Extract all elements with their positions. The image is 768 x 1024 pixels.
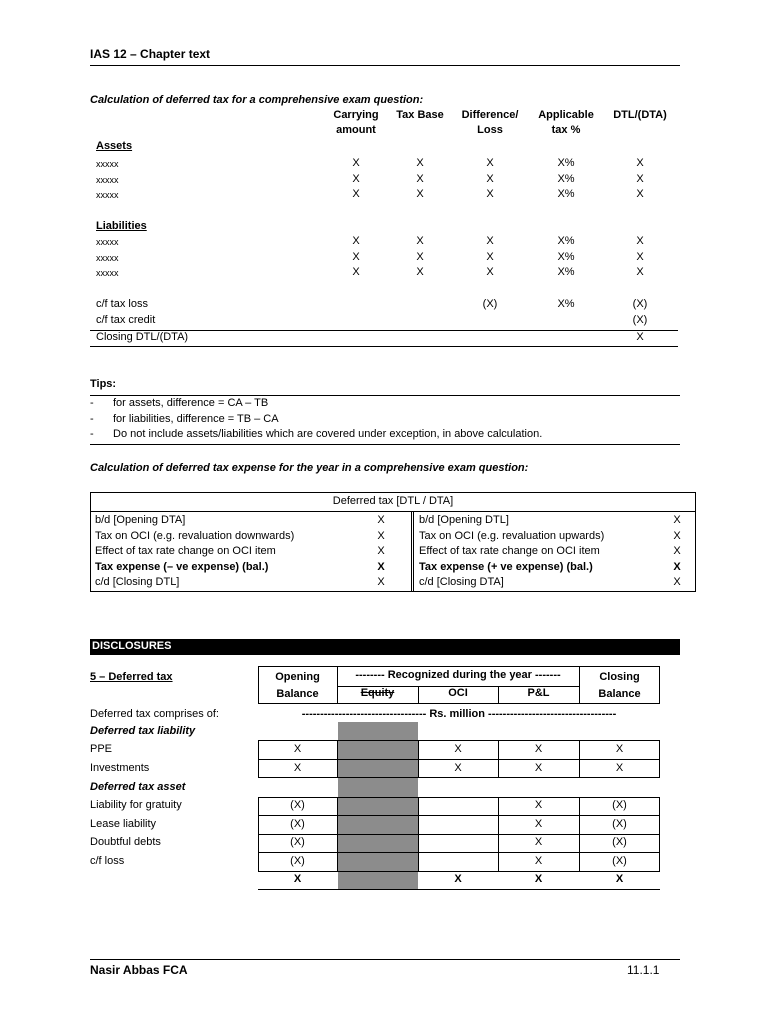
carrying-amount-value: X — [352, 172, 360, 185]
col-header-line: tax % — [551, 124, 581, 136]
tax-base-value: X — [416, 266, 424, 278]
grid-line — [337, 797, 338, 872]
ledger-divider — [411, 511, 412, 591]
banner-text: DISCLOSURES — [92, 640, 172, 652]
tip-text: for assets, difference = CA – TB — [113, 397, 269, 409]
equity-header: Equity — [360, 687, 395, 699]
section2-title: Calculation of deferred tax expense for the year in a comprehensive exam question: — [90, 462, 529, 474]
col-header-line: amount — [336, 124, 376, 136]
total-bottom-rule — [258, 889, 660, 890]
ledger-title: Deferred tax [DTL / DTA] — [332, 495, 454, 507]
rate-value: X% — [557, 157, 575, 169]
row-label: xxxxx — [96, 190, 119, 200]
row-label: Closing DTL/(DTA) — [96, 331, 189, 343]
pl-value: X — [534, 799, 543, 811]
grid-line — [337, 740, 338, 778]
unit-line: ---------------------------------- Rs. million ----------------------------------- — [301, 708, 617, 720]
closing-value: (X) — [612, 818, 627, 830]
dta-heading: Deferred tax asset — [90, 781, 186, 793]
tip-item — [90, 397, 680, 412]
difference-value: X — [486, 266, 494, 278]
header-line: Closing — [599, 671, 640, 683]
ledger-entry-label: Tax expense (– ve expense) (bal.) — [95, 560, 269, 573]
ledger-entry-value: X — [377, 545, 385, 557]
cf-tax-credit-row — [96, 314, 676, 329]
dtl-value: X — [636, 266, 644, 278]
dtl-value: X — [636, 172, 644, 185]
ledger-entry-label: Effect of tax rate change on OCI item — [95, 545, 276, 557]
dtl-value: X — [636, 188, 644, 200]
header-line: Balance — [598, 688, 641, 700]
calc-row — [96, 157, 676, 172]
col-header-line: Carrying — [333, 109, 379, 121]
ledger-entry-value: X — [673, 560, 681, 573]
opening-value: X — [293, 762, 302, 774]
ledger-title-rule — [91, 511, 695, 512]
calc-row — [96, 173, 676, 188]
pl-header: P&L — [527, 687, 550, 699]
tax-base-value: X — [416, 250, 424, 263]
ledger-entry — [419, 575, 693, 591]
assets-label: Assets — [96, 140, 133, 152]
opening-balance-header — [258, 669, 337, 703]
closing-dtl-row — [96, 331, 676, 346]
disclosures-banner — [90, 639, 680, 655]
closing-value: (X) — [612, 836, 627, 848]
difference-value: X — [486, 235, 494, 247]
page-header-title: IAS 12 – Chapter text — [90, 47, 211, 61]
ledger-entry-value: X — [673, 529, 681, 542]
ledger-entry-value: X — [673, 514, 681, 526]
closing-value: (X) — [612, 799, 627, 811]
opening-value: (X) — [290, 855, 305, 867]
footer-author: Nasir Abbas FCA — [90, 963, 188, 977]
opening-value: X — [293, 743, 302, 755]
ledger-entry — [419, 513, 693, 529]
carrying-amount-value: X — [352, 157, 360, 169]
ledger-entry — [419, 544, 693, 560]
dtl-value: (X) — [632, 298, 648, 310]
tax-base-value: X — [416, 235, 424, 247]
ledger-entry — [95, 575, 405, 591]
carrying-amount-value: X — [352, 188, 360, 200]
tip-bullet: - — [90, 397, 94, 409]
calc-row — [96, 235, 676, 250]
section1-title: Calculation of deferred tax for a comprehensive exam question: — [90, 94, 424, 106]
col-header-line: Difference/ — [461, 109, 519, 121]
dtl-value: X — [636, 250, 644, 263]
rate-value: X% — [557, 266, 575, 278]
ledger-entry-value: X — [377, 560, 385, 573]
col-header-line: Applicable — [538, 109, 594, 121]
ledger-entry-value: X — [673, 545, 681, 557]
footer-rule — [90, 959, 680, 960]
row-label: xxxxx — [96, 159, 119, 169]
total-opening: X — [293, 873, 302, 885]
opening-value: (X) — [290, 836, 305, 848]
col-header-line: DTL/(DTA) — [613, 109, 667, 121]
closing-value: (X) — [612, 855, 627, 867]
rate-value: X% — [557, 250, 575, 263]
header-line: Opening — [275, 671, 320, 683]
row-label: c/f tax loss — [96, 298, 148, 310]
pl-value: X — [534, 743, 543, 755]
recognized-during-year-header: -------- Recognized during the year ------- — [355, 669, 561, 681]
tip-text: for liabilities, difference = TB – CA — [113, 412, 279, 425]
cf-tax-loss-row — [96, 298, 676, 313]
ledger-entry-label: c/d [Closing DTL] — [95, 576, 180, 588]
carrying-amount-value: X — [352, 235, 360, 247]
dtl-heading: Deferred tax liability — [90, 725, 196, 737]
ledger-divider — [413, 511, 414, 591]
ledger-entry — [419, 560, 693, 576]
rate-value: X% — [557, 298, 575, 310]
col-header-line: Tax Base — [396, 109, 444, 121]
col-applicable-tax — [532, 108, 600, 138]
rate-value: X% — [557, 172, 575, 185]
comprises-label: Deferred tax comprises of: — [90, 708, 219, 720]
ledger-entry-label: Tax on OCI (e.g. revaluation upwards) — [419, 529, 605, 542]
ledger-entry-label: Tax on OCI (e.g. revaluation downwards) — [95, 529, 295, 542]
liabilities-label: Liabilities — [96, 220, 147, 232]
tips-title: Tips: — [90, 378, 117, 390]
grid-line — [258, 759, 660, 760]
ledger-entry — [419, 529, 693, 545]
pl-value: X — [534, 762, 543, 774]
oci-value: X — [454, 743, 462, 755]
difference-value: (X) — [482, 298, 498, 310]
calc-row — [96, 266, 676, 281]
dtl-value: X — [636, 157, 644, 169]
total-closing: X — [615, 873, 624, 885]
grid-line — [418, 797, 419, 872]
ledger-entry-value: X — [673, 576, 681, 588]
col-dtl-dta — [605, 108, 675, 123]
tip-text: Do not include assets/liabilities which are covered under exception, in above calculation. — [113, 428, 543, 440]
opening-value: (X) — [290, 799, 305, 811]
note-title: 5 – Deferred tax — [90, 671, 173, 683]
ledger-entry-label: b/d [Opening DTA] — [95, 514, 186, 526]
pl-value: X — [534, 855, 543, 867]
disclosure-row-label: Lease liability — [90, 818, 157, 830]
dtl-value: (X) — [632, 314, 648, 326]
difference-value: X — [486, 188, 494, 200]
col-difference — [455, 108, 525, 138]
pl-value: X — [534, 836, 543, 848]
disclosure-row-label: Liability for gratuity — [90, 799, 182, 811]
row-label: xxxxx — [96, 237, 119, 247]
tax-base-value: X — [416, 157, 424, 169]
grid-line — [258, 815, 660, 816]
calc-row — [96, 251, 676, 266]
ledger-entry-label: Tax expense (+ ve expense) (bal.) — [419, 560, 593, 573]
row-label: xxxxx — [96, 174, 119, 185]
grid-line — [418, 740, 419, 778]
tips-top-rule — [90, 395, 680, 396]
footer-page-number: 11.1.1 — [627, 963, 660, 977]
ledger-entry-value: X — [377, 576, 385, 588]
tips-bottom-rule — [90, 444, 680, 445]
header-line: Balance — [276, 688, 319, 700]
row-label: c/f tax credit — [96, 314, 156, 326]
pl-value: X — [534, 818, 543, 830]
total-pl: X — [534, 873, 543, 885]
closing-bottom-rule — [90, 346, 678, 347]
disclosure-row-label: Doubtful debts — [90, 836, 161, 848]
header-rule — [90, 65, 680, 66]
tip-bullet: - — [90, 412, 94, 425]
tax-base-value: X — [416, 172, 424, 185]
carrying-amount-value: X — [352, 250, 360, 263]
grid-line — [258, 852, 660, 853]
disclosure-row-label: PPE — [90, 743, 113, 755]
ledger-entry-label: c/d [Closing DTA] — [419, 576, 504, 588]
rate-value: X% — [557, 188, 575, 200]
disclosure-row-label: c/f loss — [90, 855, 125, 867]
ledger-entry — [95, 544, 405, 560]
tip-bullet: - — [90, 428, 94, 440]
closing-value: X — [615, 762, 624, 774]
row-label: xxxxx — [96, 268, 119, 278]
grid-line — [258, 834, 660, 835]
ledger-entry-value: X — [377, 529, 385, 542]
calc-row — [96, 188, 676, 203]
difference-value: X — [486, 250, 494, 263]
ledger-entry-label: Effect of tax rate change on OCI item — [419, 545, 600, 557]
difference-value: X — [486, 157, 494, 169]
col-carrying-amount — [326, 108, 386, 138]
deferred-tax-ledger — [90, 492, 696, 592]
disclosure-row-label: Investments — [90, 762, 150, 774]
dtl-value: X — [636, 331, 644, 343]
row-label: xxxxx — [96, 252, 119, 263]
ledger-entry-label: b/d [Opening DTL] — [419, 514, 509, 526]
ledger-entry — [95, 513, 405, 529]
carrying-amount-value: X — [352, 266, 360, 278]
total-oci: X — [454, 873, 462, 885]
grid-line — [579, 740, 580, 778]
opening-value: (X) — [290, 818, 305, 830]
difference-value: X — [486, 172, 494, 185]
grid-line — [498, 740, 499, 778]
closing-balance-header — [579, 669, 660, 703]
dtl-value: X — [636, 235, 644, 247]
closing-value: X — [615, 743, 624, 755]
oci-header: OCI — [448, 687, 468, 699]
tip-item — [90, 413, 680, 428]
tax-base-value: X — [416, 188, 424, 200]
col-tax-base — [390, 108, 450, 123]
ledger-entry-value: X — [377, 514, 385, 526]
oci-value: X — [454, 762, 462, 774]
ledger-entry — [95, 560, 405, 576]
ledger-entry — [95, 529, 405, 545]
rate-value: X% — [557, 235, 575, 247]
tip-item — [90, 428, 680, 443]
col-header-line: Loss — [477, 124, 503, 136]
